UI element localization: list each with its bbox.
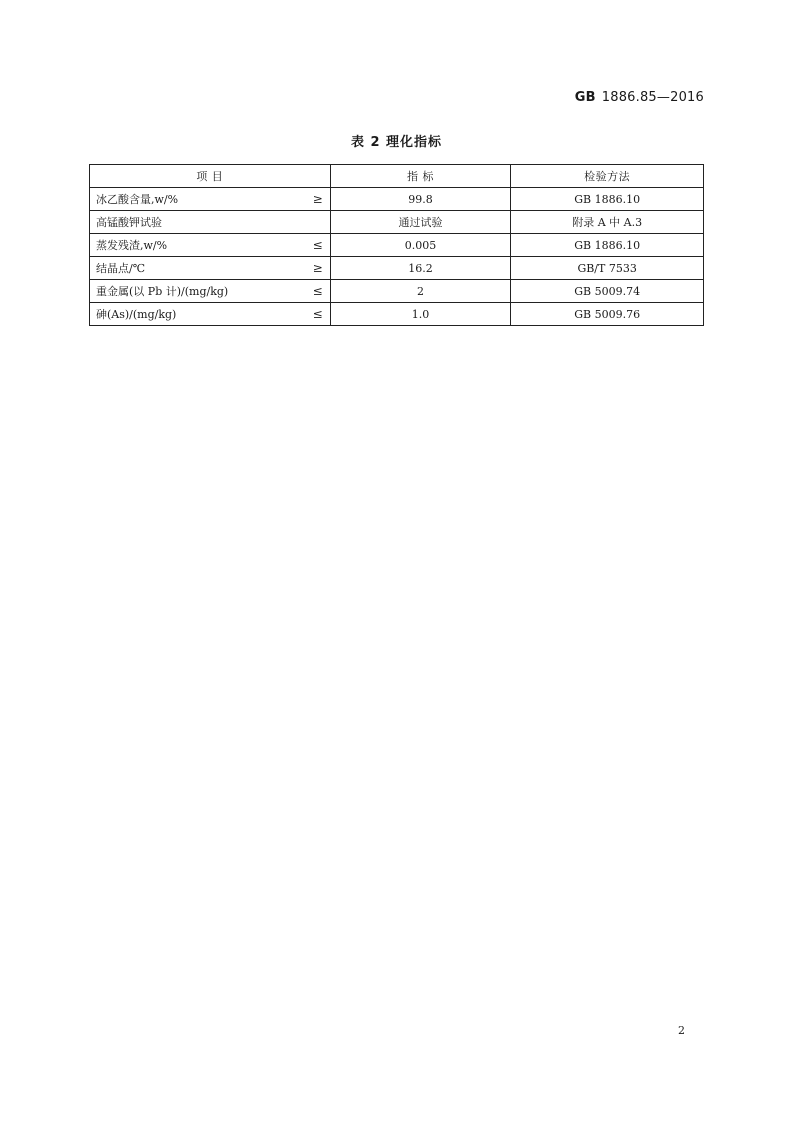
table-row bbox=[90, 234, 704, 257]
item-label: 冰乙酸含量,w/% bbox=[96, 193, 179, 206]
page-number: 2 bbox=[678, 1024, 685, 1037]
physicochemical-spec-table bbox=[89, 164, 704, 326]
operator-symbol: ≤ bbox=[312, 284, 323, 298]
item-cell bbox=[90, 234, 331, 257]
method-cell: GB 1886.10 bbox=[511, 234, 704, 257]
method-cell: GB 5009.74 bbox=[511, 280, 704, 303]
standard-number: 1886.85—2016 bbox=[601, 90, 704, 105]
table-row bbox=[90, 211, 704, 234]
item-label: 蒸发残渣,w/% bbox=[96, 239, 168, 252]
table-row bbox=[90, 188, 704, 211]
item-cell bbox=[90, 280, 331, 303]
item-label: 结晶点/℃ bbox=[96, 262, 146, 275]
limit-cell: 通过试验 bbox=[330, 211, 511, 234]
item-cell bbox=[90, 211, 331, 234]
method-cell: GB 1886.10 bbox=[511, 188, 704, 211]
limit-cell: 99.8 bbox=[330, 188, 511, 211]
limit-cell: 16.2 bbox=[330, 257, 511, 280]
item-cell bbox=[90, 257, 331, 280]
method-cell: 附录 A 中 A.3 bbox=[511, 211, 704, 234]
method-cell: GB/T 7533 bbox=[511, 257, 704, 280]
item-label: 砷(As)/(mg/kg) bbox=[96, 308, 177, 321]
operator-symbol: ≥ bbox=[312, 261, 323, 275]
header-item: 项 目 bbox=[90, 165, 331, 188]
limit-cell: 2 bbox=[330, 280, 511, 303]
standard-header bbox=[575, 90, 704, 105]
standard-prefix: GB bbox=[574, 90, 596, 105]
operator-symbol: ≥ bbox=[312, 192, 323, 206]
item-cell bbox=[90, 188, 331, 211]
item-cell bbox=[90, 303, 331, 326]
table-title: 表 2 理化指标 bbox=[350, 135, 443, 150]
table-row bbox=[90, 303, 704, 326]
header-method: 检验方法 bbox=[511, 165, 704, 188]
limit-cell: 0.005 bbox=[330, 234, 511, 257]
operator-symbol: ≤ bbox=[312, 307, 323, 321]
item-label: 高锰酸钾试验 bbox=[96, 216, 162, 229]
operator-symbol: ≤ bbox=[312, 238, 323, 252]
limit-cell: 1.0 bbox=[330, 303, 511, 326]
table-header-row bbox=[90, 165, 704, 188]
method-cell: GB 5009.76 bbox=[511, 303, 704, 326]
table-row bbox=[90, 257, 704, 280]
item-label: 重金属(以 Pb 计)/(mg/kg) bbox=[96, 285, 229, 298]
header-limit: 指 标 bbox=[330, 165, 511, 188]
table-row bbox=[90, 280, 704, 303]
